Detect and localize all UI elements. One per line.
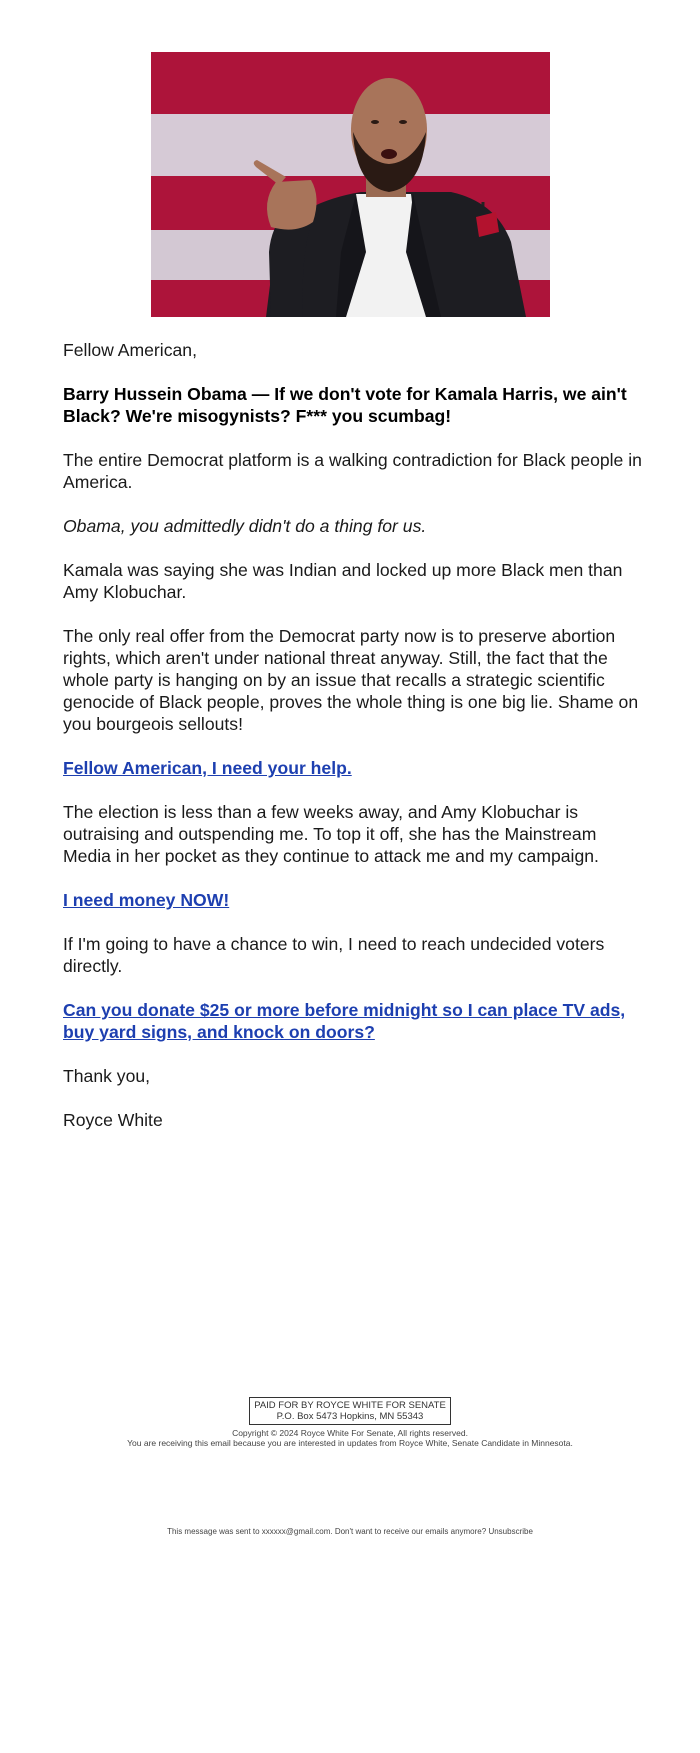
paragraph: The election is less than a few weeks away, and Amy Klobuchar is outraising and outspending me. To top it off, she has the Mainstream Media in her pocket as they continue to attack me and my campaign. — [63, 802, 599, 866]
email-body — [63, 339, 643, 1153]
hand — [267, 180, 317, 230]
signature: Royce White — [63, 1110, 163, 1130]
cta-link-donate[interactable]: Can you donate $25 or more before midnight so I can place TV ads, buy yard signs, and knock on doors? — [63, 1000, 626, 1042]
hero-photo-illustration — [151, 52, 550, 317]
paid-for-text: PAID FOR BY ROYCE WHITE FOR SENATE — [254, 1400, 446, 1411]
headline: Barry Hussein Obama — If we don't vote for Kamala Harris, we ain't Black? We're misogynists? F*** you scumbag! — [63, 384, 627, 426]
sent-to-notice — [0, 1527, 700, 1536]
greeting: Fellow American, — [63, 340, 197, 360]
footer — [0, 1397, 700, 1448]
paragraph-italic: Obama, you admittedly didn't do a thing for us. — [63, 516, 427, 536]
paragraph: If I'm going to have a chance to win, I need to reach undecided voters directly. — [63, 934, 605, 976]
paragraph: Kamala was saying she was Indian and locked up more Black men than Amy Klobuchar. — [63, 560, 623, 602]
signoff: Thank you, — [63, 1066, 151, 1086]
hero-image — [151, 52, 550, 317]
unsubscribe-link[interactable]: Unsubscribe — [488, 1527, 533, 1536]
copyright: Copyright © 2024 Royce White For Senate, All rights reserved. — [232, 1428, 468, 1438]
mailing-address: P.O. Box 5473 Hopkins, MN 55343 — [276, 1411, 424, 1422]
cta-link-money[interactable]: I need money NOW! — [63, 890, 230, 910]
eye-left — [371, 120, 379, 124]
paragraph: The entire Democrat platform is a walking contradiction for Black people in America. — [63, 450, 642, 492]
sent-to-text: This message was sent to xxxxxx@gmail.com. Don't want to receive our emails anymore? — [167, 1527, 487, 1536]
cta-link-help[interactable]: Fellow American, I need your help. — [63, 758, 352, 778]
mouth — [381, 149, 397, 159]
paragraph: The only real offer from the Democrat party now is to preserve abortion rights, which aren't under national threat anyway. Still, the fact that the whole party is hanging on by an issue that recalls a strategic scientific genocide of Black people, proves the whole thing is one big lie. Shame on you bourgeois sellouts! — [63, 626, 639, 734]
eye-right — [399, 120, 407, 124]
paid-for-box — [249, 1397, 451, 1425]
subscription-reason: You are receiving this email because you are interested in updates from Royce White, Senate Candidate in Minnesota. — [127, 1438, 573, 1448]
